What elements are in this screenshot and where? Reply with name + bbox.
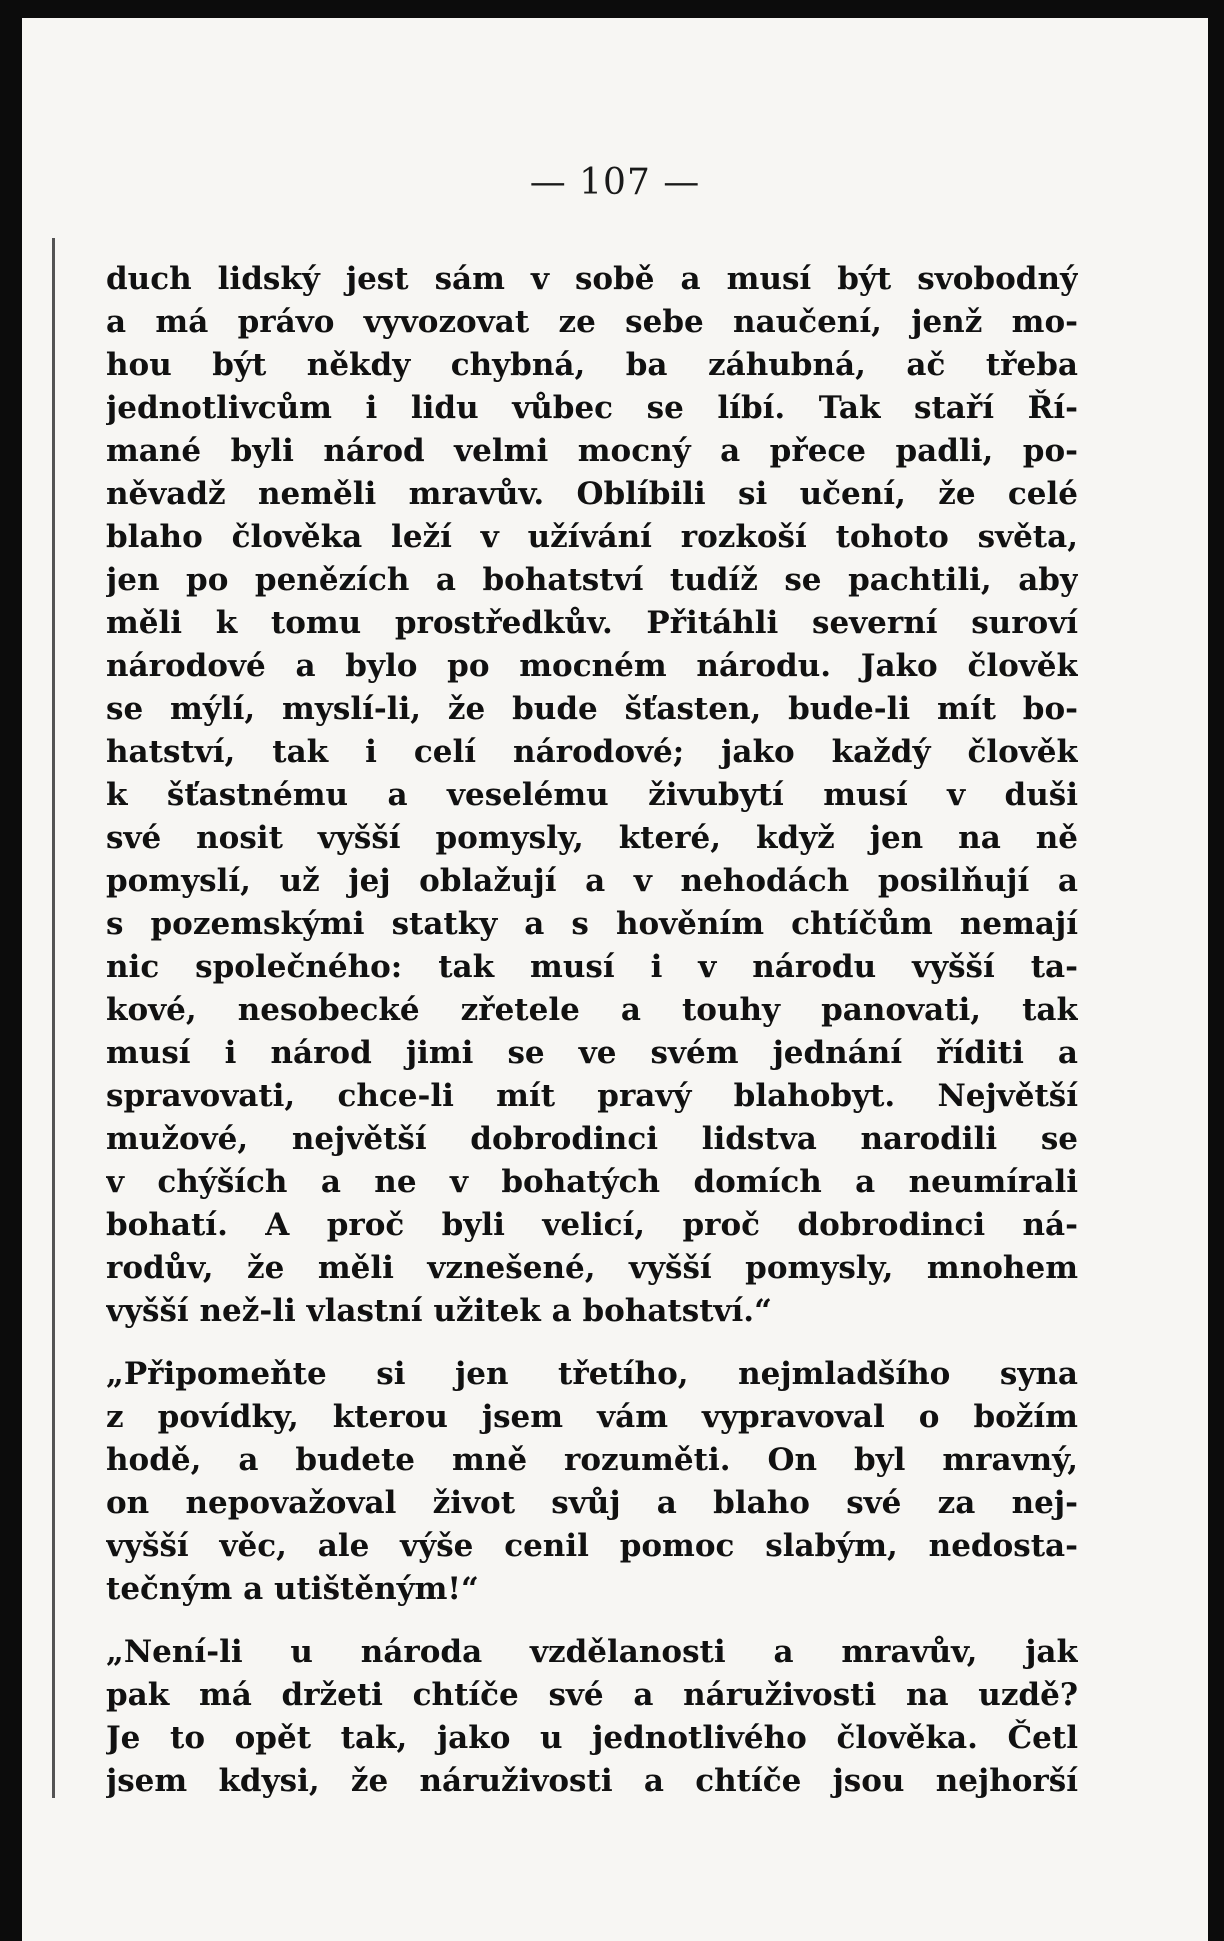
text-line: jednotlivcům i lidu vůbec se líbí. Tak staří Ří- [106, 390, 1078, 426]
scan-border-top [0, 0, 1224, 18]
text-line: pomyslí, už jej oblažují a v nehodách posilňují a [106, 863, 1078, 899]
paragraph-2 [106, 1353, 1078, 1611]
text-line: z povídky, kterou jsem vám vypravoval o božím [106, 1399, 1078, 1435]
scan-border-left [0, 0, 22, 1941]
text-line: Je to opět tak, jako u jednotlivého člověka. Četl [106, 1720, 1078, 1756]
text-line: a má právo vyvozovat ze sebe naučení, jenž mo- [106, 304, 1078, 340]
text-line: kové, nesobecké zřetele a touhy panovati, tak [106, 992, 1078, 1028]
text-line: on nepovažoval život svůj a blaho své za nej- [106, 1485, 1078, 1521]
text-line: blaho člověka leží v užívání rozkoší tohoto světa, [106, 519, 1078, 555]
text-line: rodův, že měli vznešené, vyšší pomysly, mnohem [106, 1250, 1078, 1286]
text-line: nic společného: tak musí i v národu vyšší ta- [106, 949, 1078, 985]
paragraph-3 [106, 1631, 1078, 1803]
body-text [106, 258, 1078, 1803]
text-line: se mýlí, myslí-li, že bude šťasten, bude-li mít bo- [106, 691, 1078, 727]
text-line: „Není-li u národa vzdělanosti a mravův, jak [106, 1634, 1078, 1670]
text-line: s pozemskými statky a s hověním chtíčům nemají [106, 906, 1078, 942]
paragraph-1 [106, 258, 1078, 1333]
book-page [22, 18, 1208, 1941]
text-line: spravovati, chce-li mít pravý blahobyt. Největší [106, 1078, 1078, 1114]
text-line: něvadž neměli mravův. Oblíbili si učení, že celé [106, 476, 1078, 512]
text-line: k šťastnému a veselému živubytí musí v duši [106, 777, 1078, 813]
text-line: jsem kdysi, že náruživosti a chtíče jsou nejhorší [106, 1763, 1078, 1799]
page-number: — 107 — [529, 162, 701, 203]
text-line: národové a bylo po mocném národu. Jako člověk [106, 648, 1078, 684]
text-line: pak má držeti chtíče své a náruživosti na uzdě? [106, 1677, 1078, 1713]
text-line: vyšší věc, ale výše cenil pomoc slabým, nedosta- [106, 1528, 1078, 1564]
text-line: duch lidský jest sám v sobě a musí být svobodný [106, 261, 1078, 297]
scan-border-right [1208, 0, 1224, 1941]
text-line: v chýších a ne v bohatých domích a neumírali [106, 1164, 1078, 1200]
text-line: jen po penězích a bohatství tudíž se pachtili, aby [106, 562, 1078, 598]
text-line: měli k tomu prostředkův. Přitáhli severní suroví [106, 605, 1078, 641]
text-line: své nosit vyšší pomysly, které, když jen na ně [106, 820, 1078, 856]
text-line: tečným a utištěným!“ [106, 1571, 479, 1607]
text-line: musí i národ jimi se ve svém jednání říditi a [106, 1035, 1078, 1071]
text-line: hatství, tak i celí národové; jako každý člověk [106, 734, 1078, 770]
text-line: vyšší než-li vlastní užitek a bohatství.“ [106, 1293, 772, 1329]
text-line: mané byli národ velmi mocný a přece padli, po- [106, 433, 1078, 469]
text-line: „Připomeňte si jen třetího, nejmladšího syna [106, 1356, 1078, 1392]
text-line: mužové, největší dobrodinci lidstva narodili se [106, 1121, 1078, 1157]
text-line: hodě, a budete mně rozuměti. On byl mravný, [106, 1442, 1078, 1478]
text-line: bohatí. A proč byli velicí, proč dobrodinci ná- [106, 1207, 1078, 1243]
text-line: hou být někdy chybná, ba záhubná, ač třeba [106, 347, 1078, 383]
binding-shadow [52, 238, 55, 1798]
